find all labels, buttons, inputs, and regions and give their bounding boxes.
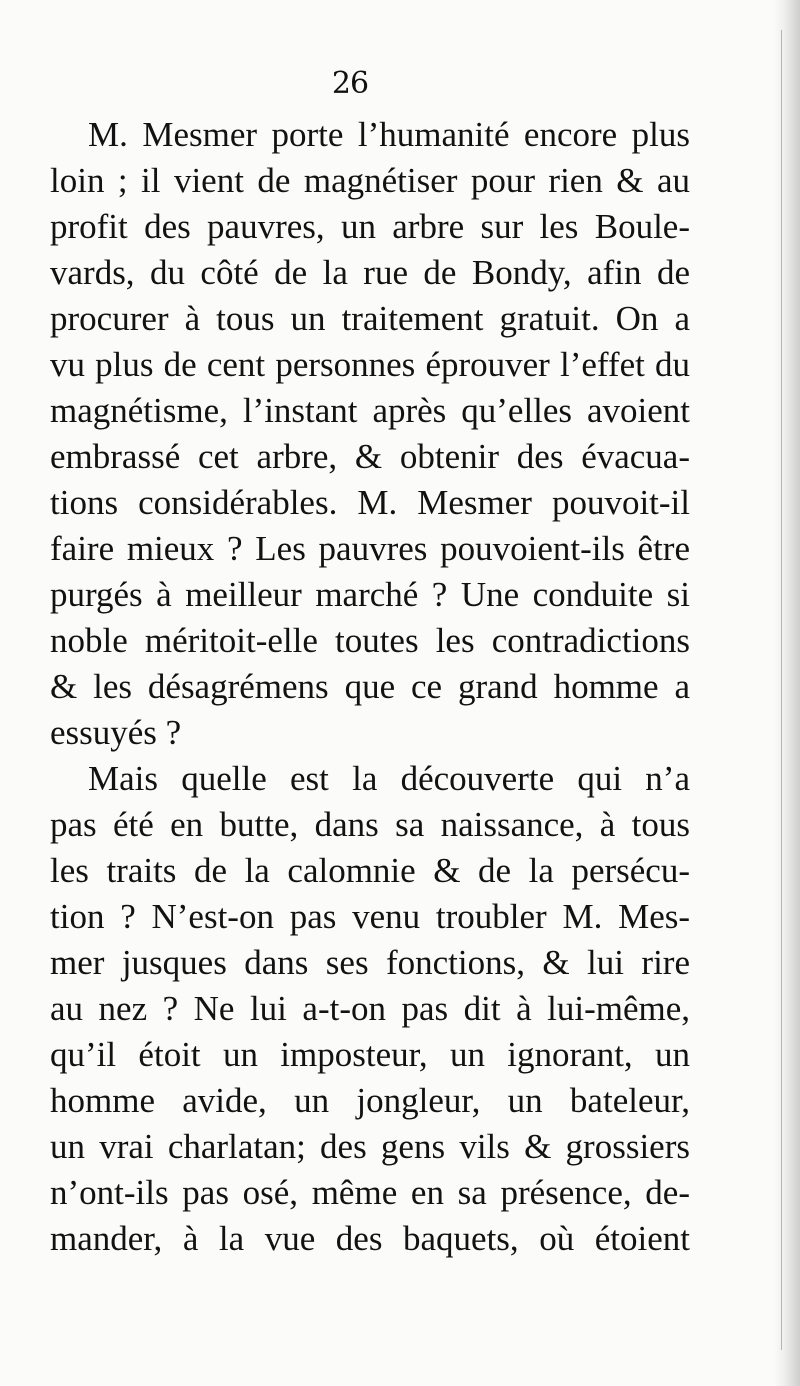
text-line: homme avide, un jongleur, un bateleur, — [50, 1081, 690, 1120]
text-line: pas été en butte, dans sa naissance, à tous — [50, 805, 690, 844]
text-line: essuyés ? — [50, 713, 182, 752]
text-line: faire mieux ? Les pauvres pouvoient-ils être — [50, 529, 690, 568]
text-line: profit des pauvres, un arbre sur les Boule- — [50, 207, 690, 246]
text-line: mander, à la vue des baquets, où étoient — [50, 1219, 690, 1258]
text-line: les traits de la calomnie & de la persécu- — [50, 851, 690, 890]
text-line: M. Mesmer porte l’humanité encore plus — [88, 115, 690, 154]
text-line: mer jusques dans ses fonctions, & lui rire — [50, 943, 690, 982]
text-line: magnétisme, l’instant après qu’elles avoient — [50, 391, 690, 430]
text-line: au nez ? Ne lui a-t-on pas dit à lui-même, — [50, 989, 690, 1028]
text-line: embrassé cet arbre, & obtenir des évacua- — [50, 437, 690, 476]
text-line: tions considérables. M. Mesmer pouvoit-il — [50, 483, 690, 522]
text-line: un vrai charlatan; des gens vils & grossiers — [50, 1127, 690, 1166]
text-line: procurer à tous un traitement gratuit. On a — [50, 299, 690, 338]
text-line: vu plus de cent personnes éprouver l’effet du — [50, 345, 690, 384]
text-line: qu’il étoit un imposteur, un ignorant, un — [50, 1035, 690, 1074]
page-edge-line — [781, 30, 782, 1350]
text-line: tion ? N’est-on pas venu troubler M. Mes- — [50, 897, 690, 936]
text-line: Mais quelle est la découverte qui n’a — [88, 759, 690, 798]
body-text — [50, 112, 690, 1262]
text-line: vards, du côté de la rue de Bondy, afin de — [50, 253, 690, 292]
text-line: & les désagrémens que ce grand homme a — [50, 667, 690, 706]
page-edge-shadow — [774, 0, 800, 1386]
text-line: noble méritoit-elle toutes les contradictions — [50, 621, 690, 660]
text-line: purgés à meilleur marché ? Une conduite si — [50, 575, 690, 614]
page-number: 26 — [331, 66, 369, 101]
text-line: n’ont-ils pas osé, même en sa présence, de- — [50, 1173, 690, 1212]
text-line: loin ; il vient de magnétiser pour rien & au — [50, 161, 690, 200]
